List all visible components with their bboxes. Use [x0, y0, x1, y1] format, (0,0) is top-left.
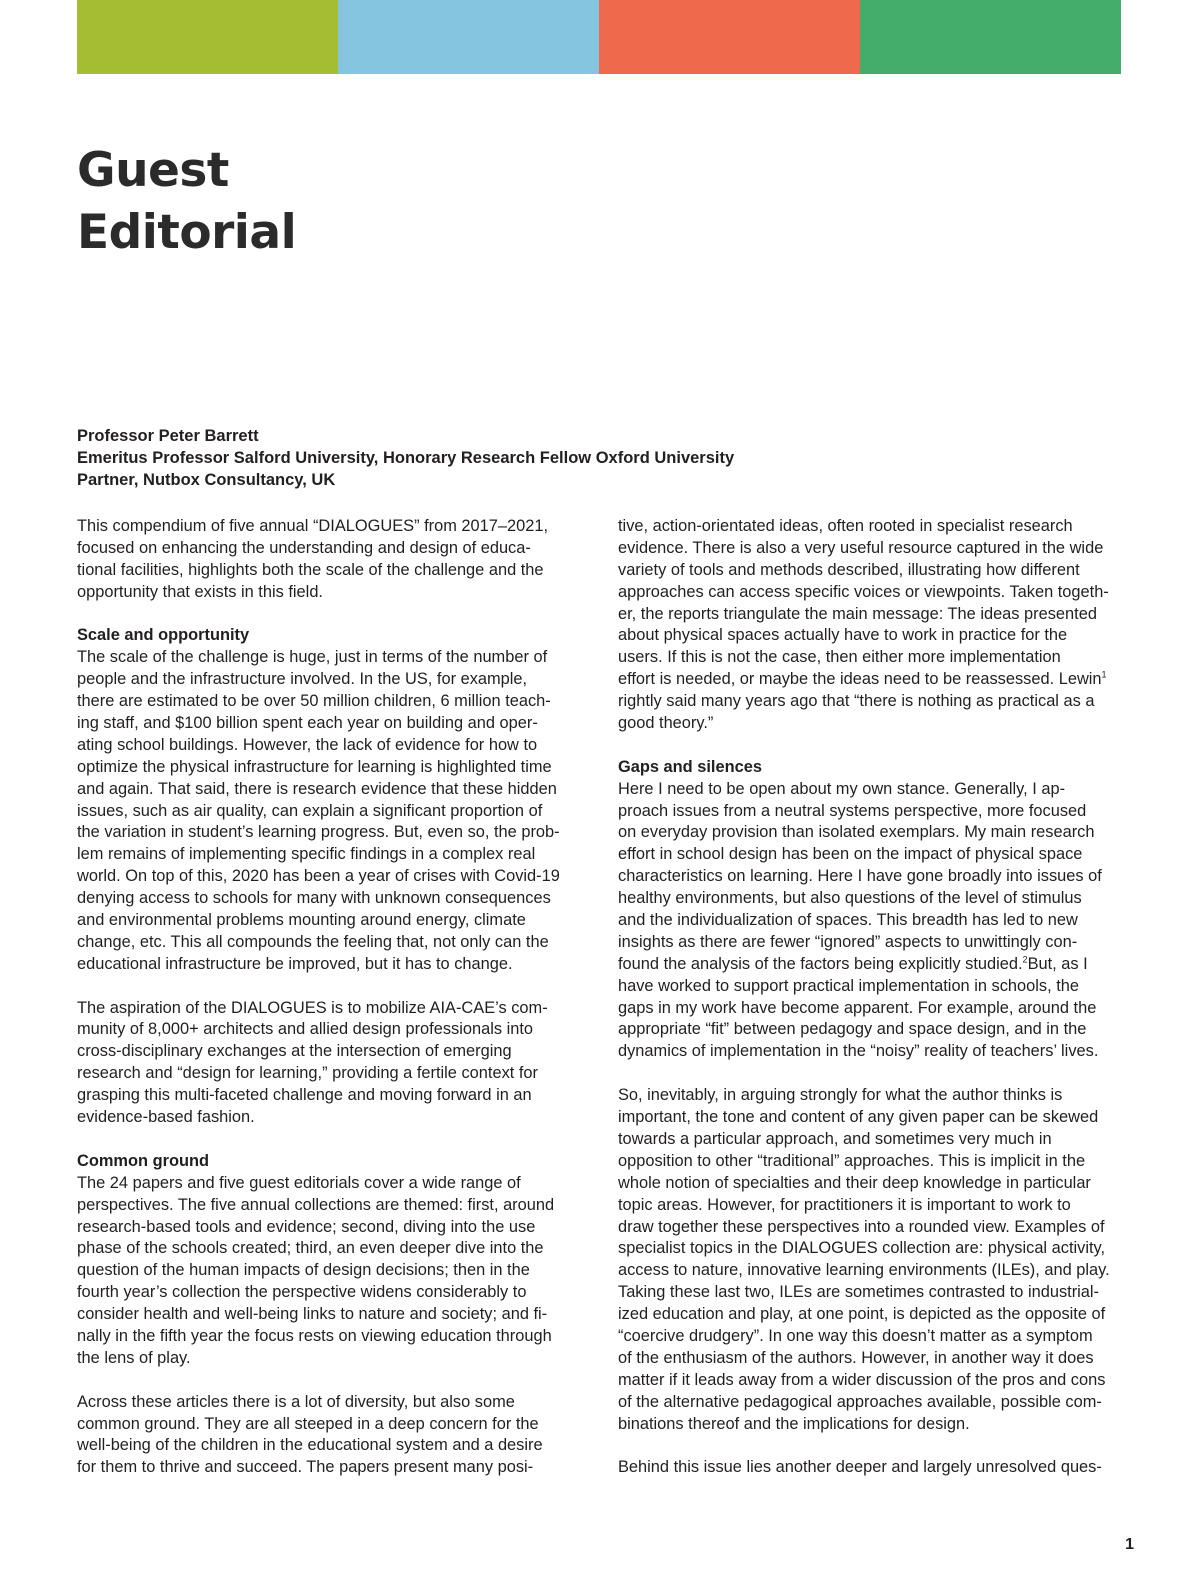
text-line: evidence. There is also a very useful resource captured in the wide — [618, 538, 1104, 557]
text-line: ized education and play, at one point, is depicted as the opposite of — [618, 1305, 1106, 1324]
section-heading: Common ground — [77, 1151, 210, 1170]
text-line: of the alternative pedagogical approaches available, possible com- — [618, 1392, 1102, 1411]
text-line: have worked to support practical implementation in schools, the — [618, 976, 1080, 995]
text-line: matter if it leads away from a wider discussion of the pros and cons — [618, 1370, 1106, 1389]
paragraph-gap — [618, 735, 1123, 757]
text-line: educational infrastructure be improved, but it has to change. — [77, 954, 513, 973]
text-line: Across these articles there is a lot of diversity, but also some — [77, 1392, 515, 1411]
text-line: about physical spaces actually have to work in practice for the — [618, 626, 1068, 645]
author-affiliation: Emeritus Professor Salford University, Honorary Research Fellow Oxford University — [77, 449, 735, 467]
text-line: tive, action-orientated ideas, often rooted in specialist research — [618, 517, 1073, 535]
page-title — [77, 140, 296, 264]
text-line: tional facilities, highlights both the scale of the challenge and the — [77, 560, 544, 579]
text-line: the lens of play. — [77, 1348, 191, 1367]
text-line: common ground. They are all steeped in a deep concern for the — [77, 1414, 539, 1433]
text-line: and again. That said, there is research evidence that these hidden — [77, 779, 557, 798]
text-line: effort in school design has been on the impact of physical space — [618, 845, 1083, 864]
text-line: The scale of the challenge is huge, just in terms of the number of — [77, 648, 548, 667]
text-line: healthy environments, but also questions of the level of stimulus — [618, 889, 1082, 908]
header-color-bar — [77, 0, 1121, 74]
text-line: research and “design for learning,” providing a fertile context for — [77, 1064, 539, 1083]
text-line: topic areas. However, for practitioners it is important to work to — [618, 1195, 1071, 1214]
text-line: issues, such as air quality, can explain a significant proportion of — [77, 801, 543, 820]
text-line: evidence-based fashion. — [77, 1108, 255, 1127]
text-line: opposition to other “traditional” approaches. This is implicit in the — [618, 1151, 1086, 1170]
text-line: rightly said many years ago that “there is nothing as practical as a — [618, 692, 1095, 711]
text-line: draw together these perspectives into a rounded view. Examples of — [618, 1217, 1105, 1236]
text-line: “coercive drudgery”. In one way this doesn’t matter as a symptom — [618, 1326, 1093, 1345]
text-line: question of the human impacts of design decisions; then in the — [77, 1261, 530, 1280]
text-line: effort is needed, or maybe the ideas need to be reassessed. Lewin$^1$ — [618, 669, 1107, 689]
text-line: people and the infrastructure involved. In the US, for example, — [77, 670, 528, 689]
text-line: grasping this multi-faceted challenge and moving forward in an — [77, 1086, 532, 1105]
text-line: users. If this is not the case, then either more implementation — [618, 648, 1061, 667]
text-line: denying access to schools for many with unknown consequences — [77, 889, 551, 908]
text-line: variety of tools and methods described, illustrating how different — [618, 560, 1080, 579]
text-line: ating school buildings. However, the lack of evidence for how to — [77, 735, 538, 754]
author-role: Partner, Nutbox Consultancy, UK — [77, 471, 336, 489]
text-line: found the analysis of the factors being explicitly studied.$^2$But, as I — [618, 954, 1088, 973]
paragraph-gap — [77, 1129, 582, 1151]
author-block — [77, 425, 734, 491]
text-line: dynamics of implementation in the “noisy” reality of teachers’ lives. — [618, 1042, 1099, 1061]
text-line: The aspiration of the DIALOGUES is to mobilize AIA-CAE’s com- — [77, 998, 548, 1017]
text-line: munity of 8,000+ architects and allied design professionals into — [77, 1020, 534, 1039]
text-line: towards a particular approach, and sometimes very much in — [618, 1129, 1052, 1148]
paragraph-gap — [77, 976, 582, 998]
section-heading: Gaps and silences — [618, 757, 762, 776]
text-line: whole notion of specialties and their deep knowledge in particular — [618, 1173, 1091, 1192]
text-line: access to nature, innovative learning environments (ILEs), and play. — [618, 1261, 1110, 1280]
text-line: approaches can access specific voices or viewpoints. Taken togeth- — [618, 582, 1109, 601]
text-line: specialist topics in the DIALOGUES collection are: physical activity, — [618, 1239, 1106, 1258]
text-line: world. On top of this, 2020 has been a year of crises with Covid-19 — [77, 867, 560, 886]
text-line: and environmental problems mounting around energy, climate — [77, 911, 526, 930]
text-line: focused on enhancing the understanding and design of educa- — [77, 538, 531, 557]
text-line: gaps in my work have become apparent. For example, around the — [618, 998, 1097, 1017]
section-heading: Scale and opportunity — [77, 626, 250, 645]
text-line: research-based tools and evidence; second, diving into the use — [77, 1217, 536, 1236]
text-line: cross-disciplinary exchanges at the intersection of emerging — [77, 1042, 512, 1061]
text-line: opportunity that exists in this field. — [77, 582, 323, 601]
text-line: phase of the schools created; third, an even deeper dive into the — [77, 1239, 544, 1258]
text-line: proach issues from a neutral systems perspective, more focused — [618, 801, 1087, 820]
color-bar-orange — [599, 0, 860, 74]
right-text-column — [618, 516, 1123, 1479]
text-line: insights as there are fewer “ignored” aspects to unwittingly con- — [618, 932, 1078, 951]
paragraph-gap — [77, 604, 582, 626]
title-line-1: Guest — [77, 143, 229, 198]
text-line: there are estimated to be over 50 million children, 6 million teach- — [77, 692, 551, 711]
text-line: good theory.” — [618, 714, 714, 733]
text-line: important, the tone and content of any given paper can be skewed — [618, 1108, 1099, 1127]
text-line: Here I need to be open about my own stance. Generally, I ap- — [618, 779, 1066, 798]
text-line: consider health and well-being links to nature and society; and fi- — [77, 1305, 548, 1324]
text-line: Taking these last two, ILEs are sometimes contrasted to industrial- — [618, 1283, 1100, 1302]
text-line: of the enthusiasm of the authors. However, in another way it does — [618, 1348, 1094, 1367]
paragraph-gap — [618, 1435, 1123, 1457]
text-line: lem remains of implementing specific findings in a complex real — [77, 845, 536, 864]
text-line: ing staff, and $100 billion spent each year on building and oper- — [77, 714, 538, 733]
text-line: nally in the fifth year the focus rests on viewing education through — [77, 1326, 552, 1345]
text-line: on everyday provision than isolated exemplars. My main research — [618, 823, 1095, 842]
text-line: perspectives. The five annual collections are themed: first, around — [77, 1195, 555, 1214]
author-name: Professor Peter Barrett — [77, 427, 259, 445]
text-line: So, inevitably, in arguing strongly for what the author thinks is — [618, 1086, 1063, 1105]
text-line: binations thereof and the implications for design. — [618, 1414, 970, 1433]
paragraph-gap — [77, 1370, 582, 1392]
title-line-2: Editorial — [77, 205, 297, 260]
text-line: Behind this issue lies another deeper and largely unresolved ques- — [618, 1458, 1102, 1477]
paragraph-gap — [618, 1063, 1123, 1085]
text-line: The 24 papers and five guest editorials cover a wide range of — [77, 1173, 521, 1192]
left-text-column — [77, 516, 582, 1479]
text-line: optimize the physical infrastructure for learning is highlighted time — [77, 757, 552, 776]
footnote-marker: 1 — [1101, 669, 1107, 680]
color-bar-green — [77, 0, 338, 74]
text-line: This compendium of five annual “DIALOGUES” from 2017–2021, — [77, 517, 549, 535]
color-bar-blue — [338, 0, 599, 74]
text-line: and the individualization of spaces. This breadth has led to new — [618, 911, 1078, 930]
text-line: characteristics on learning. Here I have gone broadly into issues of — [618, 867, 1102, 886]
text-line: the variation in student’s learning progress. But, even so, the prob- — [77, 823, 560, 842]
text-line: fourth year’s collection the perspective widens considerably to — [77, 1283, 527, 1302]
text-line: for them to thrive and succeed. The papers present many posi- — [77, 1458, 534, 1477]
page-number: 1 — [1125, 1536, 1134, 1553]
footnote-marker: 2 — [1022, 954, 1028, 965]
color-bar-teal-green — [860, 0, 1121, 74]
text-line: change, etc. This all compounds the feeling that, not only can the — [77, 932, 549, 951]
text-line: appropriate “fit” between pedagogy and space design, and in the — [618, 1020, 1087, 1039]
text-line: well-being of the children in the educational system and a desire — [77, 1436, 543, 1455]
text-line: er, the reports triangulate the main message: The ideas presented — [618, 604, 1097, 623]
